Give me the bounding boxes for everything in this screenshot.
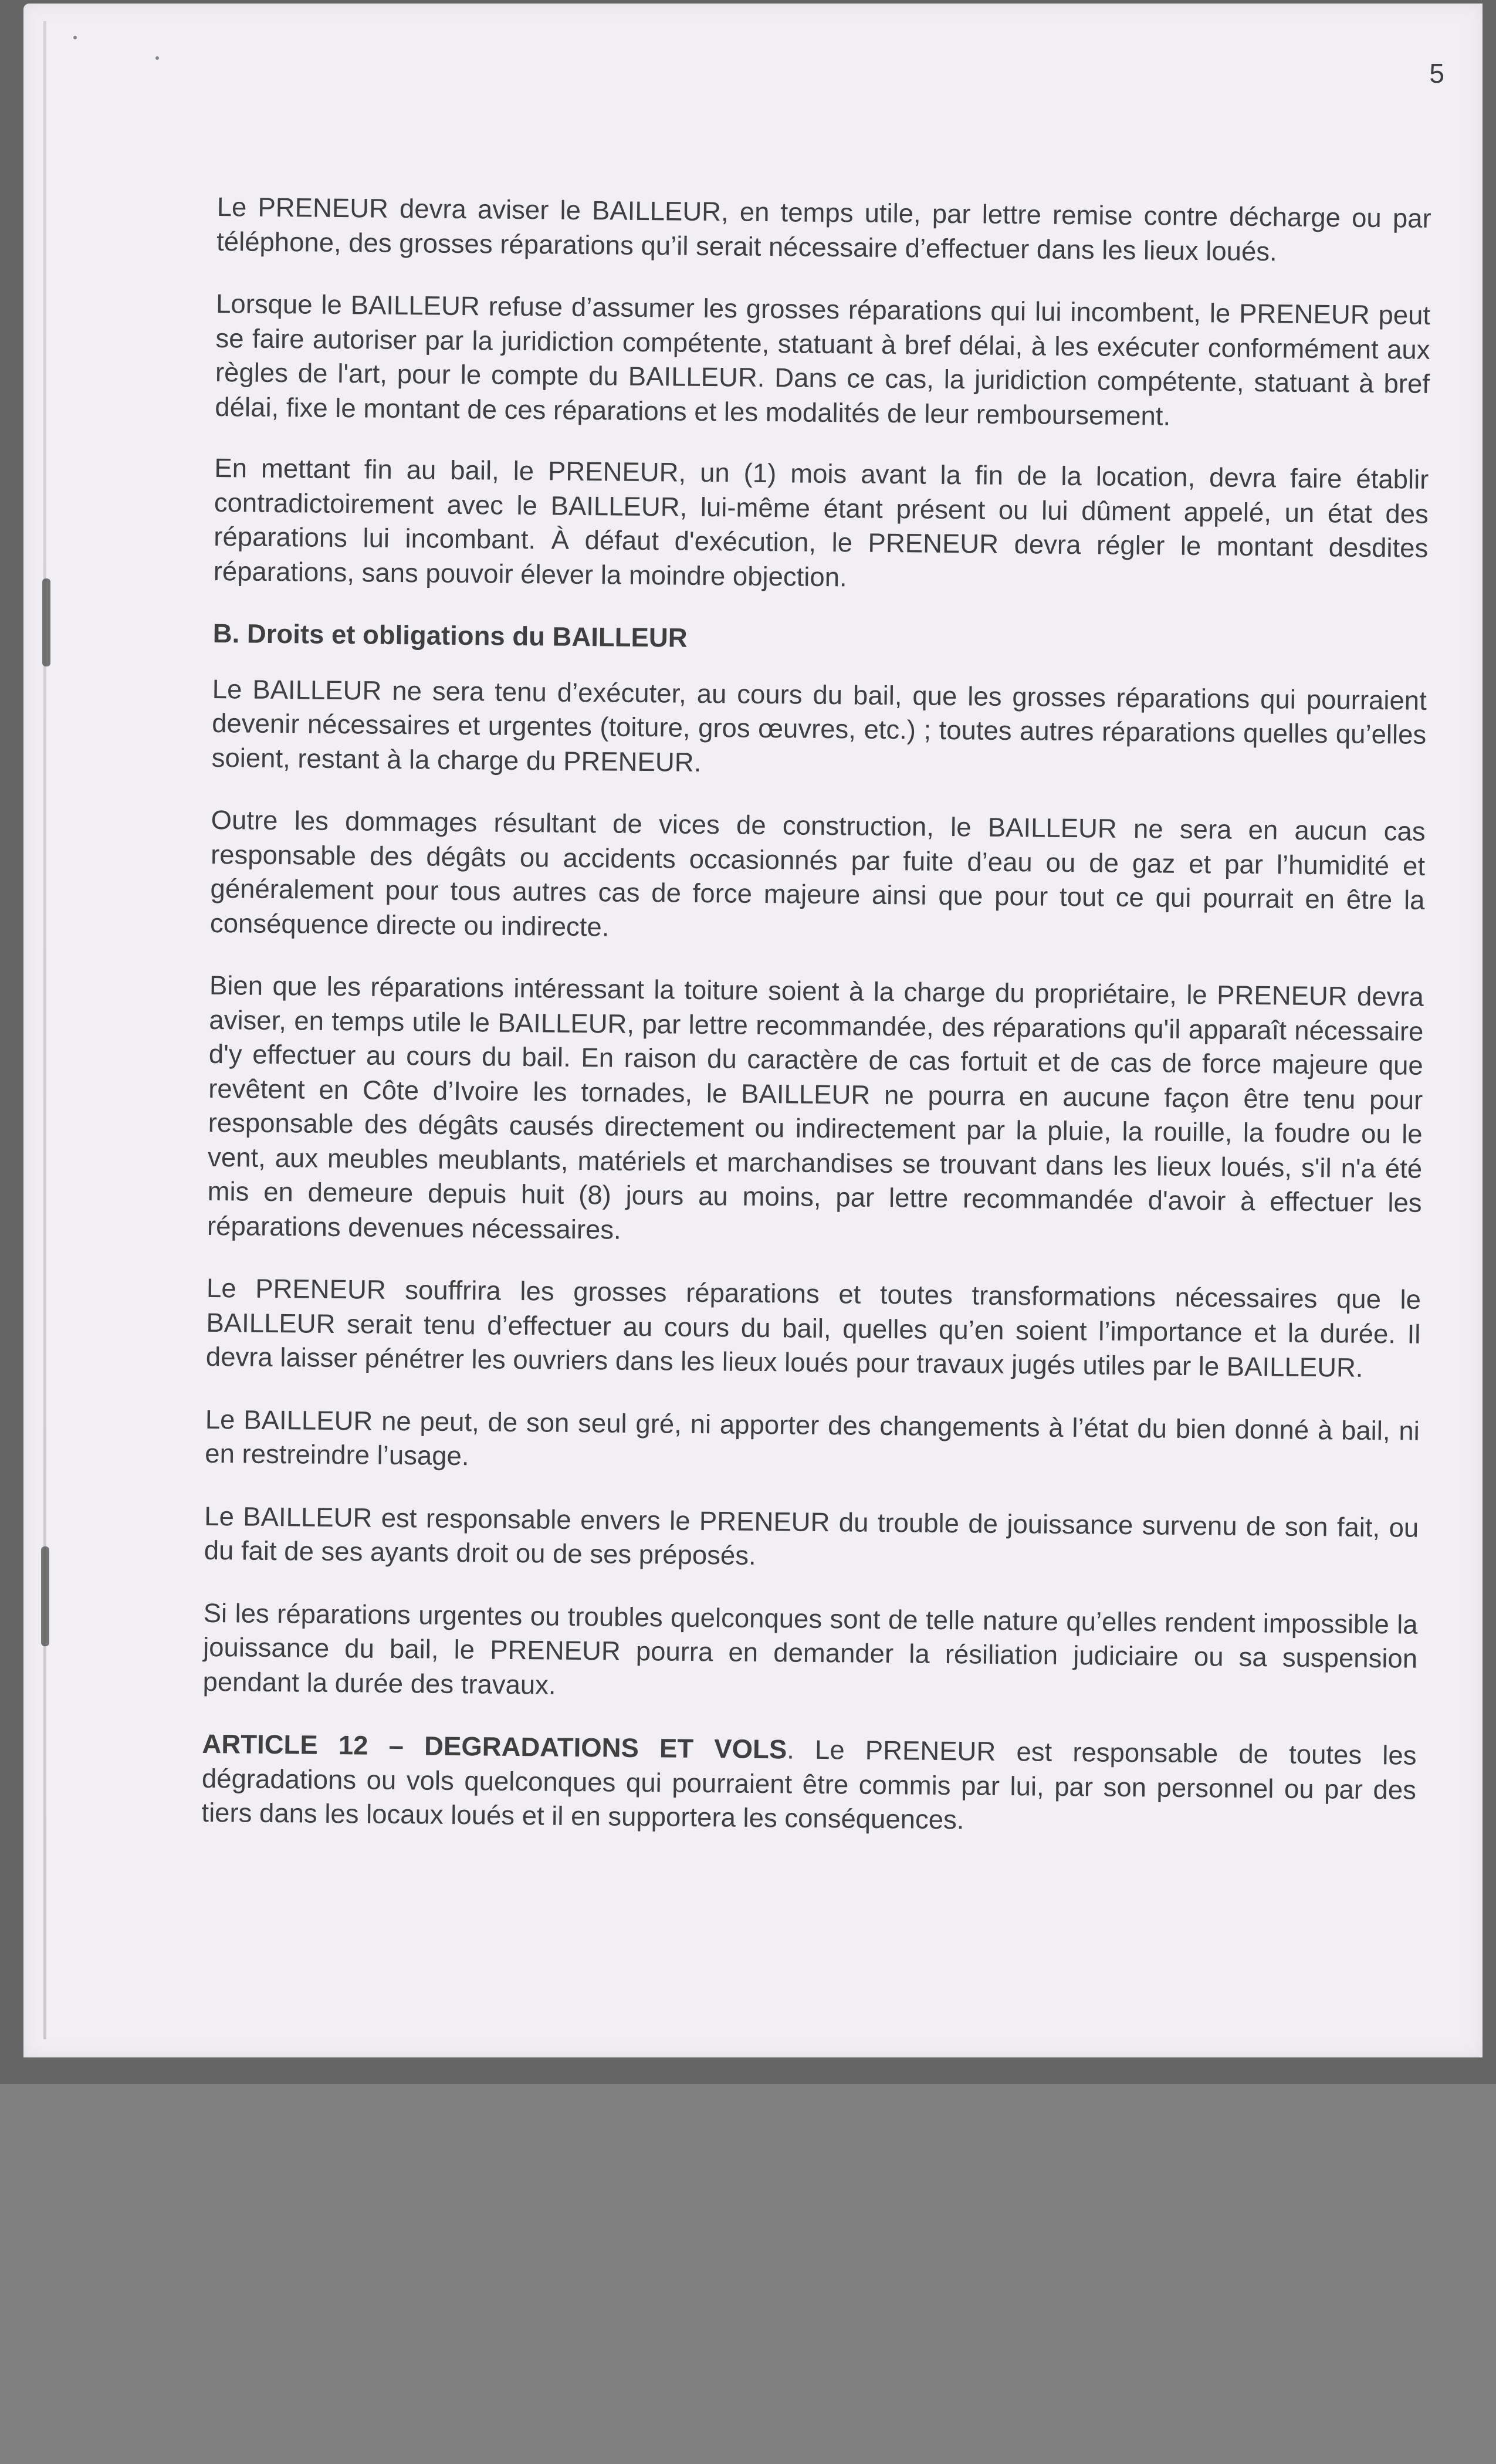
dust-speck bbox=[155, 56, 159, 60]
staple-mark bbox=[42, 578, 50, 666]
binding-shadow-line bbox=[43, 21, 46, 2039]
document-page bbox=[23, 4, 1483, 2057]
article-title: ARTICLE 12 – DEGRADATIONS ET VOLS bbox=[202, 1728, 787, 1765]
staple-mark bbox=[41, 1546, 49, 1646]
paragraph: Le BAILLEUR est responsable envers le PRENEUR du trouble de jouissance survenu de son fait, ou du fait de ses ayants droit ou de ses préposés. bbox=[204, 1501, 1419, 1571]
article-text: . Le PRENEUR est responsable de toutes les dégradations ou vols quelconques qui pourraient être commis par lui, par son personnel ou par des tiers dans les locaux loués et il en supportera les conséquences. bbox=[201, 1734, 1417, 1835]
article-12-paragraph bbox=[201, 1727, 1417, 1842]
paragraph: Le BAILLEUR ne sera tenu d’exécuter, au cours du bail, que les grosses réparations qui pourraient devenir nécessaires et urgentes (toiture, gros œuvres, etc.) ; toutes autres réparations quelles qu’elles soient, restant à la charge du PRENEUR. bbox=[211, 673, 1427, 777]
dust-speck bbox=[73, 36, 77, 39]
paragraph: Outre les dommages résultant de vices de construction, le BAILLEUR ne sera en aucun cas responsable des dégâts ou accidents occasionnés par fuite d’eau ou de gaz et par l’humidité et généralement pour tous autres cas de force majeure ainsi que pour tout ce qui pourrait en être la conséquence directe ou indirecte. bbox=[209, 804, 1426, 942]
paragraph: Le PRENEUR devra aviser le BAILLEUR, en temps utile, par lettre remise contre décharge ou par téléphone, des grosses réparations qu’il serait nécessaire d’effectuer dans les lieux loués. bbox=[216, 191, 1431, 266]
paragraph: Bien que les réparations intéressant la toiture soient à la charge du propriétaire, le PRENEUR devra aviser, en temps utile le BAILLEUR, par lettre recommandée, des réparations qu'il apparaît nécessaire d'y effectuer au cours du bail. En raison du caractère de cas fortuit et de cas de force majeure que revêtent en Côte d’Ivoire les tornades, le BAILLEUR ne pourra en aucune façon être tenu pour responsable des dégâts causés directement ou indirectement par la pluie, la rouille, la foudre ou le vent, aux meubles meublants, matériels et marchandises se trouvant dans les lieux loués, s'il n'a été mis en demeure depuis huit (8) jours au moins, par lettre recommandée d'avoir à effectuer les réparations devenues nécessaires. bbox=[207, 970, 1424, 1245]
page-number: 5 bbox=[1429, 58, 1444, 89]
paragraph: En mettant fin au bail, le PRENEUR, un (1) mois avant la fin de la location, devra faire établir contradictoirement avec le BAILLEUR, lui-même étant présent ou lui dûment appelé, un état des réparations lui incombant. À défaut d'exécution, le PRENEUR devra régler le montant desdites réparations, sans pouvoir élever la moindre objection. bbox=[213, 452, 1429, 592]
paragraph: Le PRENEUR souffrira les grosses réparations et toutes transformations nécessaires que le BAILLEUR serait tenu d’effectuer au cours du bail, quelles qu’en soient l’importance et la durée. Il devra laisser pénétrer les ouvriers dans les lieux loués pour travaux jugés utiles par le BAILLEUR. bbox=[205, 1272, 1421, 1383]
section-heading: B. Droits et obligations du BAILLEUR bbox=[212, 618, 688, 653]
paragraph: Si les réparations urgentes ou troubles quelconques sont de telle nature qu’elles rendent impossible la jouissance du bail, le PRENEUR pourra en demander la résiliation judiciaire ou sa suspension pendant la durée des travaux. bbox=[202, 1597, 1418, 1700]
paragraph: Le BAILLEUR ne peut, de son seul gré, ni apporter des changements à l’état du bien donné à bail, ni en restreindre l’usage. bbox=[205, 1404, 1420, 1471]
paragraph: Lorsque le BAILLEUR refuse d’assumer les grosses réparations qui lui incombent, le PRENEUR peut se faire autoriser par la juridiction compétente, statuant à bref délai, à les exécuter conformément aux règles de l'art, pour le compte du BAILLEUR. Dans ce cas, la juridiction compétente, statuant à bref délai, fixe le montant de ces réparations et les modalités de leur remboursement. bbox=[215, 288, 1431, 431]
document-body bbox=[201, 190, 1431, 1870]
